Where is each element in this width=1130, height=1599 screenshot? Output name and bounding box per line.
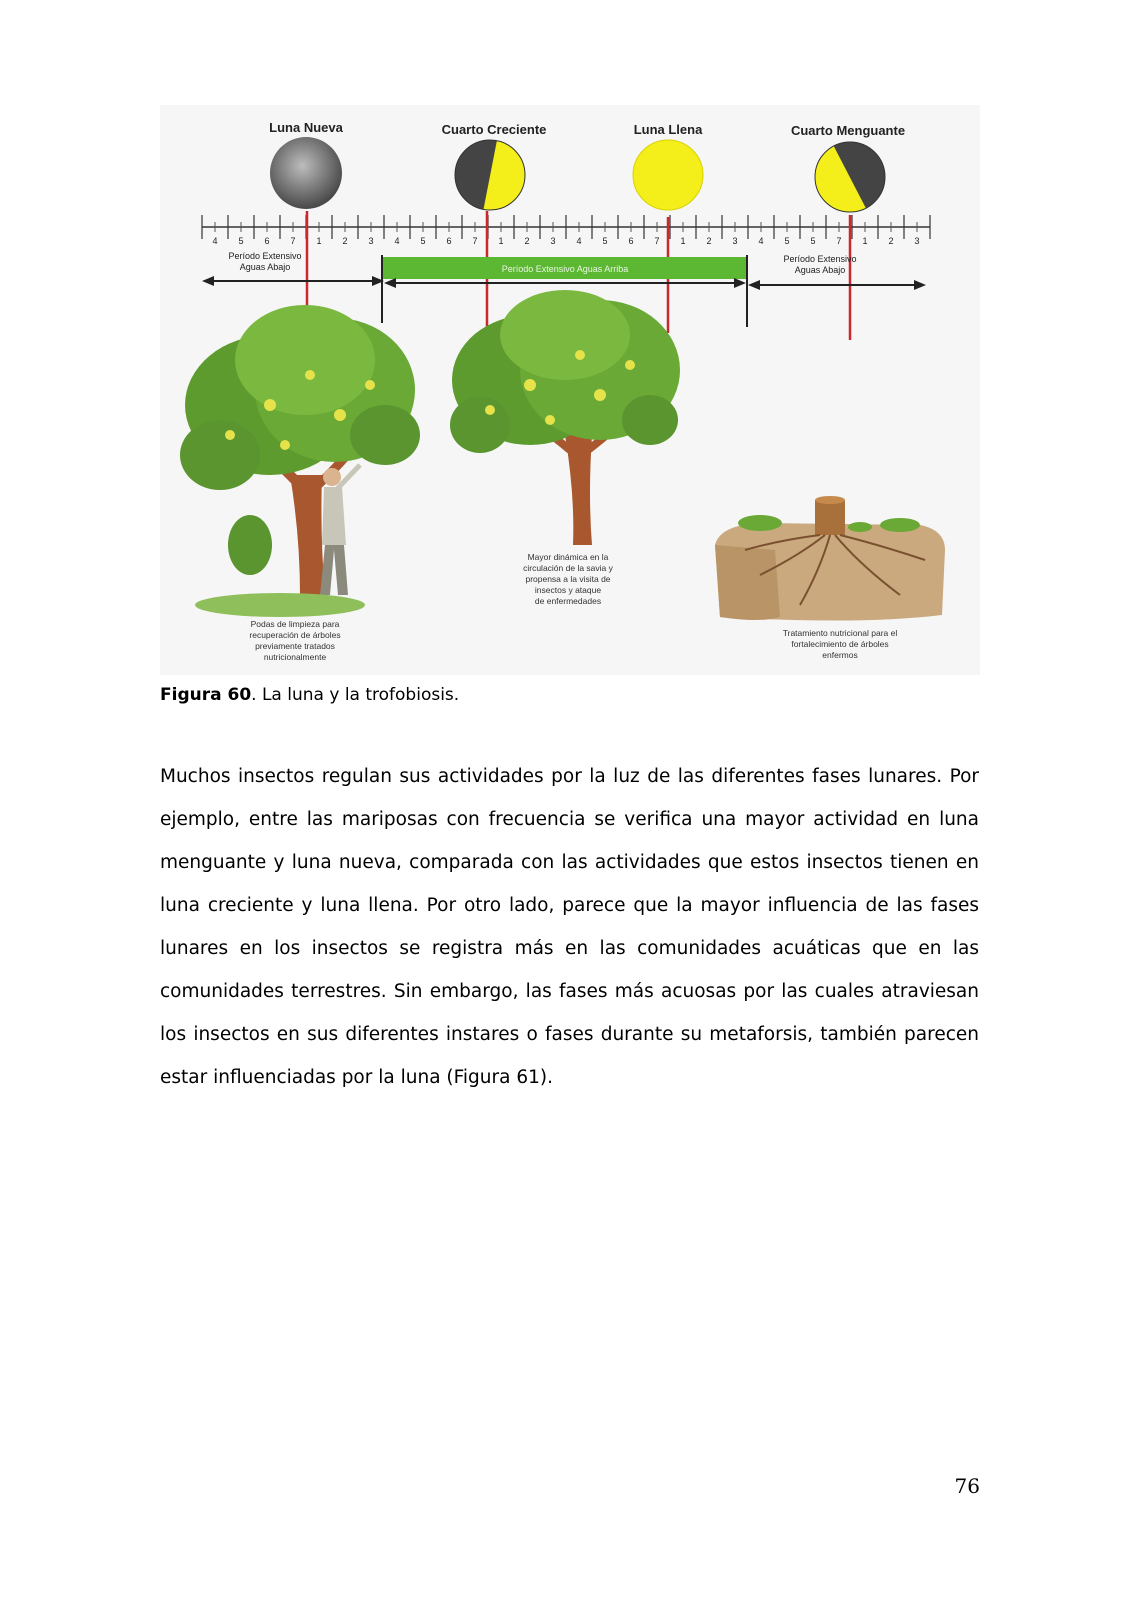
note-right-line-2: fortalecimiento de árboles bbox=[791, 639, 889, 649]
body-paragraph: Muchos insectos regulan sus actividades por la luz de las diferentes fases lunares. Por ejemplo, entre las mariposas con frecuencia se verifica una mayor actividad en luna menguante y luna nueva, comparada con las actividades que estos insectos tienen en luna creciente y luna llena. Por otro lado, parece que la mayor influencia de las fases lunares en los insectos se registra más en las comunidades acuáticas que en las comunidades terrestres. Sin embargo, las fases más acuosas por las cuales atraviesan los insectos en sus diferentes instares o fases durante su metaforsis, también parecen estar influenciadas por la luna (Figura 61). bbox=[160, 766, 979, 1088]
period-right-label-2: Aguas Abajo bbox=[794, 265, 846, 275]
first-quarter-moon-icon bbox=[445, 135, 525, 217]
tree-pruning-illustration bbox=[180, 305, 420, 617]
note-left-line-2: recuperación de árboles bbox=[249, 630, 341, 640]
note-middle-line-2: circulación de la savia y bbox=[523, 563, 613, 573]
timeline-ruler bbox=[202, 215, 930, 246]
timeline-tick-label: 1 bbox=[498, 236, 504, 246]
timeline-tick-label: 3 bbox=[550, 236, 556, 246]
timeline-tick-label: 3 bbox=[914, 236, 920, 246]
last-quarter-moon-icon bbox=[815, 135, 890, 220]
timeline-tick-label: 5 bbox=[420, 236, 426, 246]
timeline-tick-label: 6 bbox=[264, 236, 270, 246]
period-left-label-2: Aguas Abajo bbox=[239, 262, 291, 272]
timeline-tick-label: 4 bbox=[394, 236, 400, 246]
caption-label: Figura 60 bbox=[160, 685, 252, 705]
timeline-tick-label: 4 bbox=[758, 236, 764, 246]
timeline-tick-label: 1 bbox=[316, 236, 322, 246]
new-moon-icon bbox=[270, 137, 342, 209]
phase-label-cuarto-creciente: Cuarto Creciente bbox=[441, 122, 547, 137]
page-number: 76 bbox=[954, 1474, 980, 1498]
phase-label-cuarto-menguante: Cuarto Menguante bbox=[790, 123, 906, 138]
tree-full-moon-illustration bbox=[450, 290, 680, 545]
note-right-line-1: Tratamiento nutricional para el bbox=[782, 628, 898, 638]
note-middle-line-4: insectos y ataque bbox=[534, 585, 602, 595]
note-middle-line-5: de enfermedades bbox=[534, 596, 602, 606]
phase-label-luna-llena: Luna Llena bbox=[633, 122, 703, 137]
note-left-line-1: Podas de limpieza para bbox=[250, 619, 340, 629]
timeline-tick-label: 5 bbox=[602, 236, 608, 246]
timeline-tick-label: 7 bbox=[290, 236, 296, 246]
timeline-tick-label: 7 bbox=[472, 236, 478, 246]
note-middle-line-1: Mayor dinámica en la bbox=[527, 552, 609, 562]
timeline-tick-label: 5 bbox=[238, 236, 244, 246]
timeline-tick-label: 4 bbox=[576, 236, 582, 246]
period-middle-label: Período Extensivo Aguas Arriba bbox=[501, 264, 629, 274]
note-right-line-3: enfermos bbox=[822, 650, 858, 660]
timeline-tick-label: 7 bbox=[836, 236, 842, 246]
note-left-line-3: previamente tratados bbox=[255, 641, 335, 651]
figure-caption bbox=[160, 683, 980, 707]
roots-soil-illustration bbox=[715, 496, 945, 621]
timeline-tick-label: 6 bbox=[628, 236, 634, 246]
timeline-tick-label: 1 bbox=[862, 236, 868, 246]
phase-label-luna-nueva: Luna Nueva bbox=[269, 120, 343, 135]
timeline-tick-label: 1 bbox=[680, 236, 686, 246]
timeline-tick-label: 7 bbox=[654, 236, 660, 246]
timeline-tick-label: 5 bbox=[810, 236, 816, 246]
timeline-tick-label: 2 bbox=[524, 236, 530, 246]
timeline-tick-label: 5 bbox=[784, 236, 790, 246]
timeline-tick-label: 4 bbox=[212, 236, 218, 246]
note-left-line-4: nutricionalmente bbox=[263, 652, 327, 662]
timeline-tick-label: 2 bbox=[888, 236, 894, 246]
note-middle-line-3: propensa a la visita de bbox=[525, 574, 611, 584]
period-left-label-1: Período Extensivo bbox=[228, 251, 302, 261]
timeline-tick-label: 6 bbox=[446, 236, 452, 246]
caption-text: . La luna y la trofobiosis. bbox=[251, 685, 460, 705]
figure-lunar-trofobiosis bbox=[160, 105, 980, 675]
timeline-tick-label: 3 bbox=[368, 236, 374, 246]
timeline-tick-label: 3 bbox=[732, 236, 738, 246]
period-right-label-1: Período Extensivo bbox=[783, 254, 857, 264]
period-right-arrow bbox=[748, 280, 926, 290]
timeline-tick-label: 2 bbox=[706, 236, 712, 246]
full-moon-icon bbox=[633, 140, 703, 210]
timeline-tick-label: 2 bbox=[342, 236, 348, 246]
figure-illustration bbox=[160, 105, 980, 675]
